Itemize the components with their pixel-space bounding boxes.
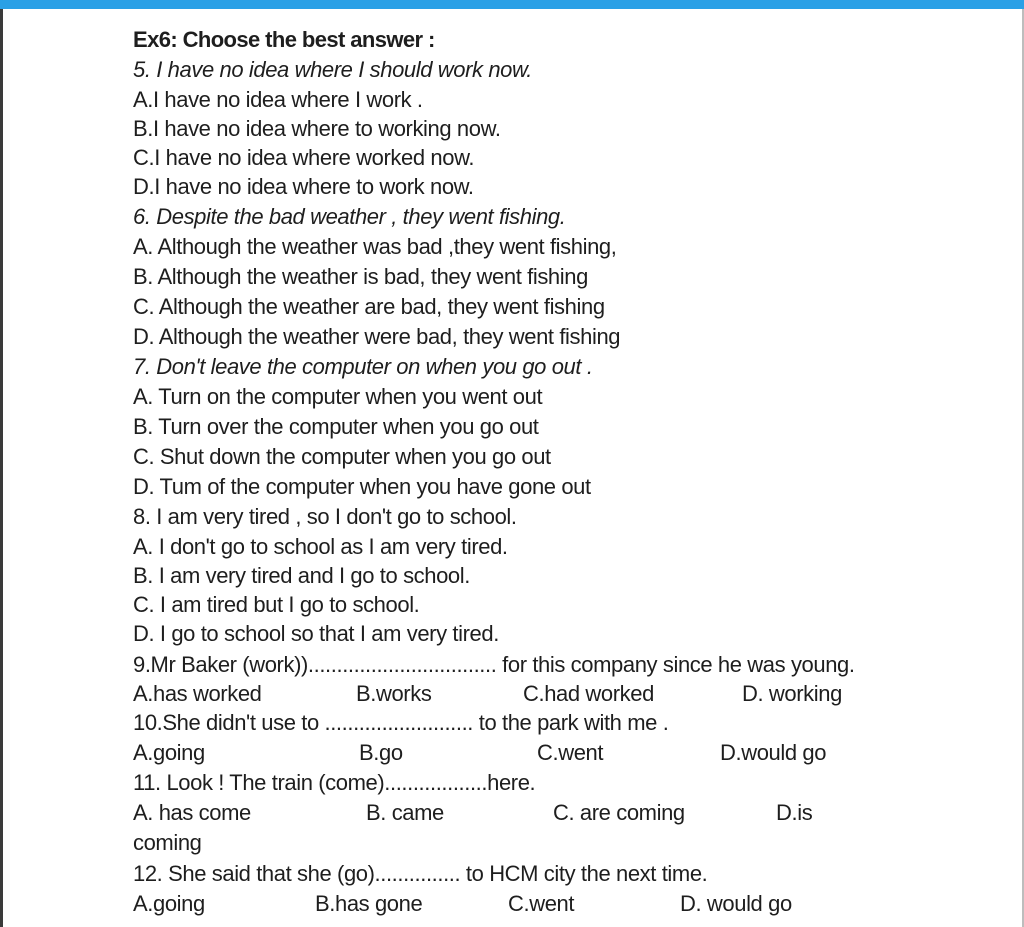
question-11-option-d-continued: coming	[133, 830, 202, 855]
question-7-stem: 7. Don't leave the computer on when you go out .	[133, 354, 593, 379]
question-6-stem: 6. Despite the bad weather , they went fishing.	[133, 204, 566, 229]
question-7-option-b: B. Turn over the computer when you go out	[133, 414, 539, 439]
question-8-option-c: C. I am tired but I go to school.	[133, 592, 420, 617]
question-12-option-b: B.has gone	[315, 891, 423, 916]
question-8-option-a: A. I don't go to school as I am very tired.	[133, 534, 508, 559]
question-11-option-c: C. are coming	[553, 800, 685, 825]
question-7-option-c: C. Shut down the computer when you go out	[133, 444, 551, 469]
question-9-option-d: D. working	[742, 681, 842, 706]
question-5-option-d: D.I have no idea where to work now.	[133, 174, 474, 199]
question-10-stem: 10.She didn't use to .......................... to the park with me .	[133, 710, 669, 735]
exercise-title: Ex6: Choose the best answer :	[133, 27, 435, 52]
question-7-option-a: A. Turn on the computer when you went out	[133, 384, 543, 409]
question-7-option-d: D. Tum of the computer when you have gone out	[133, 474, 591, 499]
question-6-option-d: D. Although the weather were bad, they went fishing	[133, 324, 621, 349]
question-5-option-a: A.I have no idea where I work .	[133, 87, 423, 112]
question-10-option-d: D.would go	[720, 740, 827, 765]
question-5-option-b: B.I have no idea where to working now.	[133, 116, 501, 141]
question-6-option-b: B. Although the weather is bad, they went fishing	[133, 264, 588, 289]
question-8-option-d: D. I go to school so that I am very tired.	[133, 621, 499, 646]
question-9-stem: 9.Mr Baker (work))................................. for this company since he was young.	[133, 652, 855, 677]
question-12-options	[0, 890, 1024, 918]
question-9-options	[0, 680, 1024, 708]
question-9-option-c: C.had worked	[523, 681, 654, 706]
question-12-option-a: A.going	[133, 891, 205, 916]
question-11-option-d: D.is	[776, 800, 813, 825]
question-5-stem: 5. I have no idea where I should work now.	[133, 57, 533, 82]
question-10-option-c: C.went	[537, 740, 604, 765]
question-6-option-a: A. Although the weather was bad ,they went fishing,	[133, 234, 617, 259]
question-9-option-b: B.works	[356, 681, 432, 706]
question-10-option-a: A.going	[133, 740, 205, 765]
question-11-stem: 11. Look ! The train (come)..................here.	[133, 770, 536, 795]
question-11-options	[0, 799, 1024, 827]
question-8-stem: 8. I am very tired , so I don't go to school.	[133, 504, 517, 529]
question-10-options	[0, 739, 1024, 767]
question-6-option-c: C. Although the weather are bad, they went fishing	[133, 294, 605, 319]
question-12-option-c: C.went	[508, 891, 575, 916]
question-11-option-a: A. has come	[133, 800, 251, 825]
question-9-option-a: A.has worked	[133, 681, 262, 706]
question-8-option-b: B. I am very tired and I go to school.	[133, 563, 470, 588]
question-11-option-b: B. came	[366, 800, 444, 825]
question-10-option-b: B.go	[359, 740, 403, 765]
question-5-option-c: C.I have no idea where worked now.	[133, 145, 475, 170]
question-12-stem: 12. She said that she (go)............... to HCM city the next time.	[133, 861, 708, 886]
question-12-option-d: D. would go	[680, 891, 792, 916]
